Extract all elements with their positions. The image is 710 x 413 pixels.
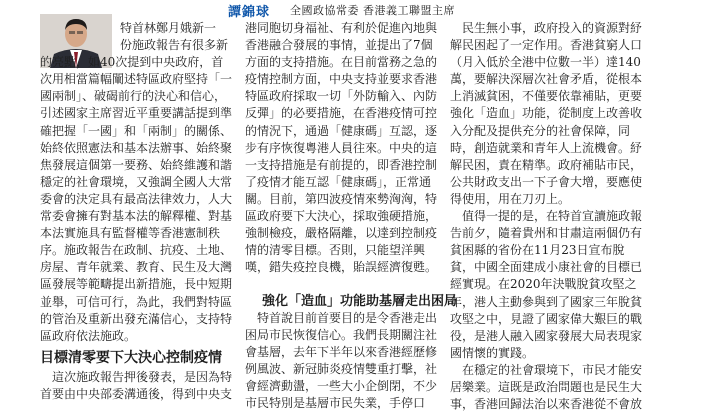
text-line: 上消滅貧困，不僅要依靠補貼，更要 xyxy=(450,89,643,104)
section-heading: 強化「造血」功能助基層走出困局 xyxy=(262,294,458,309)
text-line: 次用相當篇幅闡述特區政府堅持「一 xyxy=(40,72,233,87)
text-line: 本法實施具有監督權等香港憲制秩 xyxy=(40,226,221,241)
text-line: 公共財政支出一下子會大增，要應使 xyxy=(450,174,643,189)
text-line: 時，創造就業和青年人上流機會。紓 xyxy=(450,140,643,155)
text-line: 得使用，用在刀刃上。 xyxy=(450,191,571,206)
article-column-3 xyxy=(450,20,662,413)
text-line: 攻堅之中，見證了國家偉大艱巨的戰 xyxy=(450,311,643,326)
text-line: 焦發展這個第一要務、始終維護和諧 xyxy=(40,157,233,172)
text-line: 確把握「一國」和「兩制」的關係、 xyxy=(40,123,233,138)
text-line: 始終依照憲法和基本法辦事、始終聚 xyxy=(40,140,233,155)
text-line: 的管治及重新出發充滿信心，支持特 xyxy=(40,311,233,326)
text-line: 特區政府採取一切「外防輸入、內防 xyxy=(245,89,438,104)
text-line: 區政府要下大決心，採取強硬措施， xyxy=(245,209,438,224)
text-line: 房屋、青年就業、教育、民生及大灣 xyxy=(40,260,233,275)
article-column-2 xyxy=(245,20,440,276)
text-line: 並舉，可信可行，為此，我們對特區 xyxy=(40,294,233,309)
text-line: 解民困起了一定作用。香港貧窮人口 xyxy=(450,38,643,53)
text-line: 首要由中央部委溝通後，得到中央支 xyxy=(40,387,233,402)
text-line: 萬，要解決深層次社會矛盾，從根本 xyxy=(450,72,643,87)
text-line: 情的清零目標。否則，只能望洋興 xyxy=(245,243,426,258)
text-line: 國情懷的實踐。 xyxy=(450,345,535,360)
text-line: 委會的決定具有最高法律效力，人大 xyxy=(40,191,233,206)
text-line: 關。目前，第四波疫情來勢洶洶，特 xyxy=(245,191,438,206)
text-line: 年，港人主動參與到了國家三年脫貧 xyxy=(450,294,643,309)
text-line: 特首說目前首要目的是令香港走出 xyxy=(257,311,438,325)
text-line: 特首林鄭月娥新一 xyxy=(120,21,217,35)
text-line: 役，是港人融入國家發展大局表現家 xyxy=(450,328,643,343)
text-line: 常委會擁有對基本法的解釋權、對基 xyxy=(40,209,233,224)
text-line: 告前夕，隨着貴州和甘肅這兩個仍有 xyxy=(450,226,643,241)
text-line: 值得一提的是，在特首宣讀施政報 xyxy=(462,209,643,224)
text-line: 港同胞切身福祉、有利於促進內地與 xyxy=(245,21,438,35)
text-line: 在穩定的社會環境下，市民才能安 xyxy=(462,362,643,377)
article-column-1 xyxy=(40,20,235,345)
text-line: 引述國家主席習近平重要講話提到準 xyxy=(40,106,233,121)
author-title: 全國政協常委 香港義工聯盟主席 xyxy=(290,4,455,17)
text-line: 解民困，責在精準。政府補貼市民， xyxy=(450,157,643,172)
text-line: 的情況下，通過「健康碼」互認，逐 xyxy=(245,123,438,138)
text-line: 貧，中國全面建成小康社會的目標已 xyxy=(450,260,643,275)
text-line: 序。施政報告在政制、抗疫、土地、 xyxy=(40,243,233,258)
text-line: 香港融合發展的事情，並提出了7個 xyxy=(245,38,433,53)
text-line: 經實現。在2020年決戰脫貧攻堅之 xyxy=(450,277,637,292)
author-name: 譚錦球 xyxy=(228,5,271,20)
text-line: 反彈」的必要措施，在香港疫情可控 xyxy=(245,106,438,121)
text-line: 國兩制」、破碣前行的決心和信心， xyxy=(40,89,227,104)
text-line: 強化「造血」功能，從制度上改善收 xyxy=(450,106,643,121)
text-line: 強制檢疫，嚴格隔離，以達到控制疫 xyxy=(245,226,438,241)
text-line: 這次施政報告押後發表，是因為特 xyxy=(52,370,233,384)
text-line: 疫情控制方面，中央支持並要求香港 xyxy=(245,72,438,87)
text-line: 穩定的社會環境，又強調全國人大常 xyxy=(40,174,233,189)
text-line: 入分配及提供充分的社會保障，同 xyxy=(450,123,631,138)
text-line: 會經濟動盪，一些大小企倒閉，不少 xyxy=(245,379,438,394)
text-line: 會基層，去年下半年以來香港經歷修 xyxy=(245,345,438,360)
text-line: 例風波、新冠肺炎疫情雙重打擊，社 xyxy=(245,362,438,377)
text-line: 份施政報告有很多新 xyxy=(120,38,229,53)
text-line: 居樂業。這既是政治問題也是民生大 xyxy=(450,379,643,394)
text-line: 的亮點，如40次提到中央政府，首 xyxy=(40,55,224,70)
text-line: 區發展等範疇提出新措施，長中短期 xyxy=(40,277,233,292)
text-line: 事，香港回歸法治以來香港從不會放 xyxy=(450,397,643,412)
text-line: 區政府依法施政。 xyxy=(40,328,137,343)
text-line: 一支持措施是有前提的，即香港控制 xyxy=(245,157,438,172)
article-column-1-continued xyxy=(40,369,235,403)
text-line: 了疫情才能互認「健康碼」，正常通 xyxy=(245,174,432,189)
text-line: （月入低於全港中位數一半）達140 xyxy=(450,55,641,70)
text-line: 貧困縣的省份在11月23日宣布脫 xyxy=(450,243,625,258)
text-line: 嘆，錯失疫控良機，貽誤經濟復甦。 xyxy=(245,260,438,275)
text-line: 困局市民恢復信心。我們長期關注社 xyxy=(245,328,438,343)
text-line: 方面的支持措施。在目前當務之急的 xyxy=(245,55,438,70)
text-line: 市民特別是基層市民失業，手停口 xyxy=(245,396,426,411)
article-column-2-continued xyxy=(245,310,440,413)
section-heading: 目標清零要下大決心控制疫情 xyxy=(40,350,222,366)
text-line: 步有序恢復粵港人員往來。中央的這 xyxy=(245,140,438,155)
text-line: 民生無小事，政府投入的資源對紓 xyxy=(462,21,643,35)
